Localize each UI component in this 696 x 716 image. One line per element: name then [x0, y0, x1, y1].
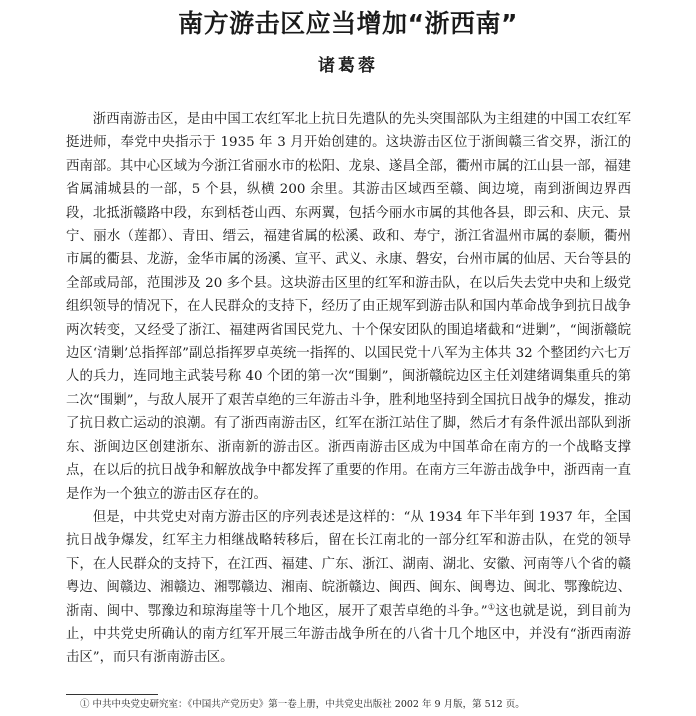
- article-author: 诸葛蓉: [318, 56, 378, 76]
- article-title: 南方游击区应当增加“浙西南”: [178, 9, 518, 38]
- footnote-divider: [66, 694, 158, 695]
- paragraph-1: 浙西南游击区，是由中国工农红军北上抗日先遣队的先头突围部队为主组建的中国工农红军挺进师，奉党中央指示于 1935 年 3 月开始创建的。这块游击区位于浙闽赣三省交界，浙江的西南部。其中心区域为今浙江省丽水市的松阳、龙泉、遂昌全部，衢州市属的江山县一部，福建省属浦城县的一部，5 个县，纵横 200 余里。其游击区域西至赣、闽边境，南到浙闽边界西段，北抵浙赣路中段，东到栝苍山西、东两翼，包括今丽水市属的其他各县，即云和、庆元、景宁、丽水（莲都）、青田、缙云，福建省属的松溪、政和、寿宁，浙江省温州市属的泰顺，衢州市属的衢县、龙游，金华市属的汤溪、宣平、武义、永康、磐安，台州市属的仙居、天台等县的全部或局部，范围涉及 20 多个县。这块游击区里的红军和游击队，在以后失去党中央和上级党组织领导的情况下，在人民群众的支持下，经历了由正规军到游击队和国内革命战争到抗日战争两次转变，又经受了浙江、福建两省国民党九、十个保安团队的围追堵截和“进剿”，“闽浙赣皖边区‘清剿’总指挥部”副总指挥罗卓英统一指挥的、以国民党十八军为主体共 32 个整团约六七万人的兵力，连同地主武装号称 40 个团的第一次“围剿”，闽浙赣皖边区主任刘建绪调集重兵的第二次“围剿”，与敌人展开了艰苦卓绝的三年游击斗争，胜利地坚持到全国抗日战争的爆发，推动了抗日救亡运动的浪潮。有了浙西南游击区，红军在浙江站住了脚，然后才有条件派出部队到浙东、浙闽边区创建浙东、浙南新的游击区。浙西南游击区成为中国革命在南方的一个战略支撑点，在以后的抗日战争和解放战争中都发挥了重要的作用。在南方三年游击战争中，浙西南一直是作为一个独立的游击区存在的。: [66, 112, 631, 502]
- article-body: [66, 108, 631, 670]
- paragraph-2-text-before-ref: 但是，中共党史对南方游击区的序列表述是这样的：“从 1934 年下半年到 1937 年，全国抗日战争爆发，红军主力相继战略转移后，留在长江南北的一部分红军和游击队，在党的领导下，在人民群众的支持下，在江西、福建、广东、浙江、湖南、湖北、安徽、河南等八个省的赣粤边、闽赣边、湘赣边、湘鄂赣边、湘南、皖浙赣边、闽西、闽东、闽粤边、闽北、鄂豫皖边、浙南、闽中、鄂豫边和琼海崖等十几个地区，展开了艰苦卓绝的斗争。”: [66, 509, 631, 619]
- paragraph-2: [66, 506, 631, 670]
- paragraph-2-text-after-ref: 这也就是说，到目前为止，中共党史所确认的南方红军开展三年游击战争所在的八省十几个地区中，并没有“浙西南游击区”，而只有浙南游击区。: [66, 603, 632, 666]
- footnote: ① 中共中央党史研究室：《中国共产党历史》第一卷上册，中共党史出版社 2002 年 9 月版，第 512 页。: [80, 699, 525, 710]
- footnote-ref-mark: ①: [487, 602, 496, 612]
